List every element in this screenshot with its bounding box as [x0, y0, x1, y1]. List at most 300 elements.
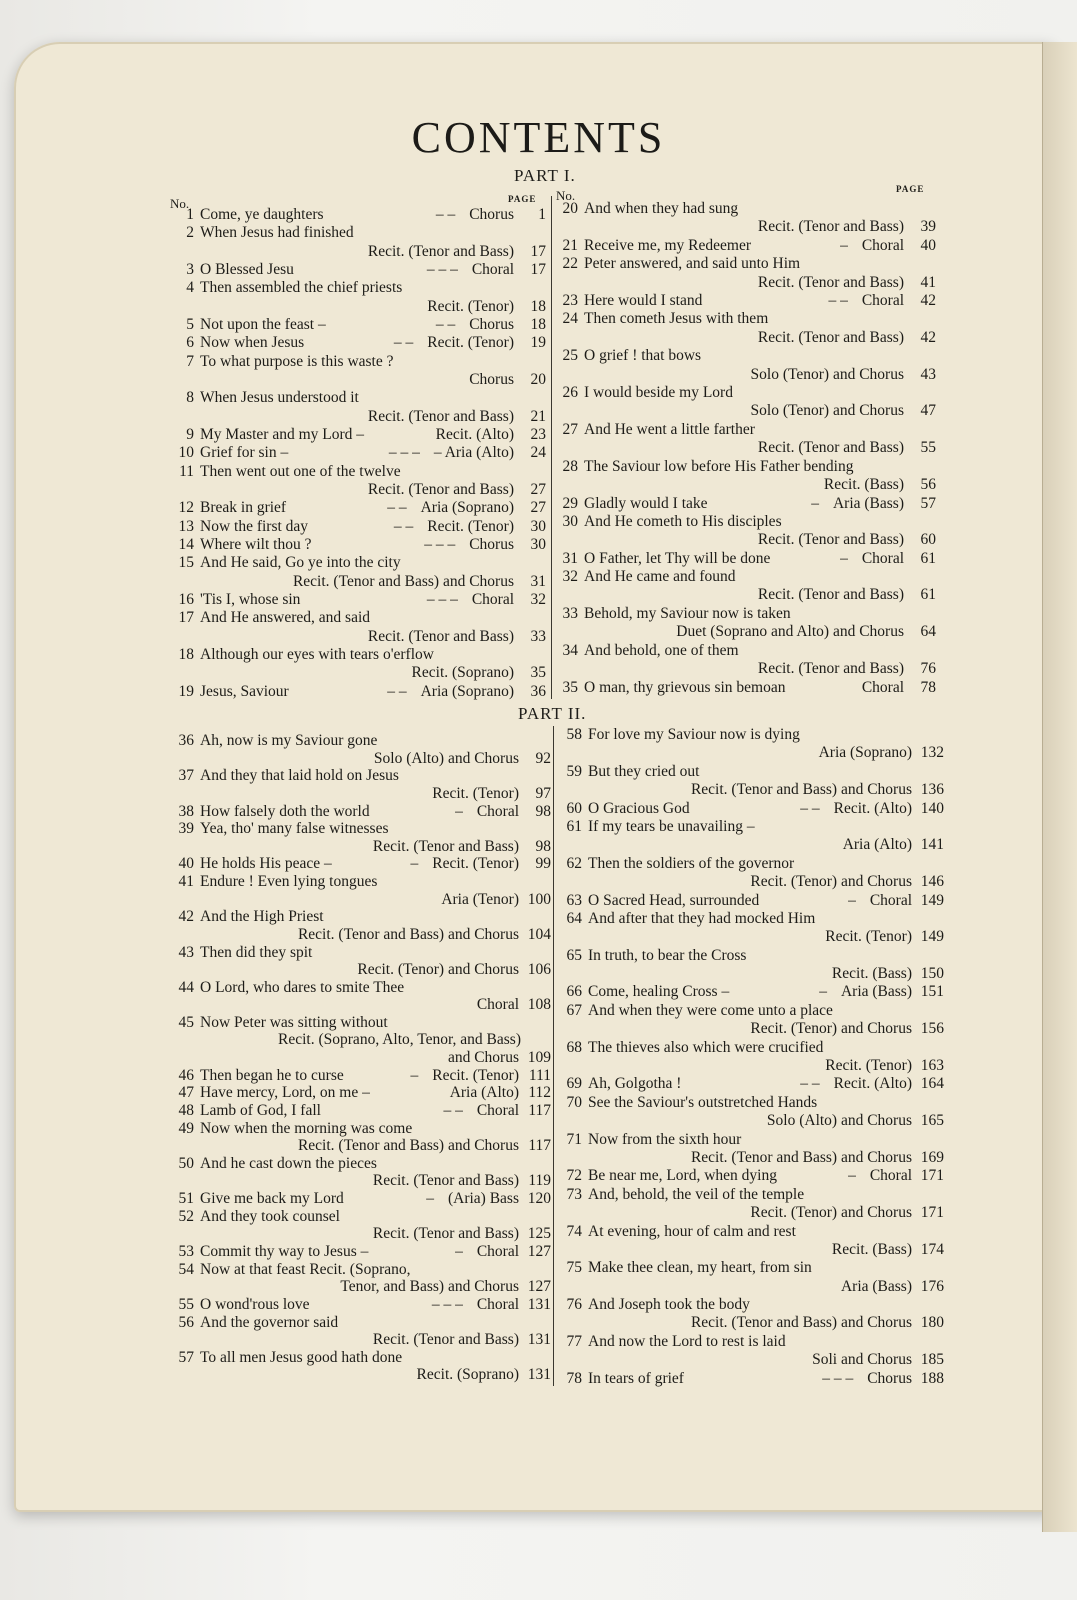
voice-type: Tenor, and Bass) and Chorus — [340, 1278, 519, 1296]
contents-entry — [556, 383, 936, 420]
contents-entry — [556, 678, 936, 696]
entry-number: 39 — [178, 820, 194, 838]
page-number: 132 — [920, 744, 944, 762]
voice-type: Aria (Alto) — [842, 836, 912, 854]
voice-type: Solo (Tenor) and Chorus — [750, 365, 904, 383]
voice-type: Aria (Tenor) — [441, 890, 519, 908]
page-number: 99 — [535, 855, 551, 873]
page-number: 125 — [527, 1225, 551, 1243]
voice-type: Recit. (Tenor and Bass) and Chorus — [690, 1148, 912, 1166]
voice-type: Recit. (Bass) — [823, 476, 904, 494]
contents-entry — [172, 1154, 551, 1189]
entry-detail — [751, 365, 936, 384]
voice-type: Solo (Tenor) and Chorus — [750, 402, 904, 420]
entry-title: Ah, now is my Saviour gone — [200, 732, 378, 749]
contents-entry — [560, 799, 944, 817]
voice-type: Recit. (Tenor and Bass) and Chorus — [297, 925, 519, 943]
entry-title: And now the Lord to rest is laid — [588, 1332, 786, 1350]
entry-detail — [469, 370, 546, 389]
entry-detail — [822, 1369, 944, 1388]
contents-entry — [556, 641, 936, 678]
leader-dashes: – – — [435, 316, 456, 333]
entry-number: 64 — [566, 909, 582, 927]
entry-detail — [758, 438, 936, 457]
voice-type: Recit. (Tenor and Bass) — [372, 1331, 519, 1349]
leader-dashes: – – — [800, 1075, 820, 1093]
entry-number: 20 — [562, 200, 578, 217]
voice-type: Recit. (Tenor) — [427, 297, 514, 315]
voice-type: Recit. (Tenor and Bass) — [757, 660, 904, 678]
voice-type-continued: and Chorus — [447, 1049, 519, 1067]
entry-detail — [278, 1030, 521, 1049]
entry-detail — [455, 1242, 551, 1261]
entry-number: 10 — [178, 444, 194, 462]
contents-entry — [172, 443, 546, 461]
entry-detail — [374, 749, 551, 768]
entry-number: 8 — [186, 389, 194, 407]
entry-title: And He answered, and said — [200, 609, 371, 627]
entry-number: 16 — [178, 591, 194, 608]
entry-title: The Saviour low before His Father bending — [584, 457, 854, 475]
entry-number: 28 — [562, 457, 578, 475]
entry-number: 36 — [178, 732, 194, 749]
entry-detail — [691, 780, 944, 799]
voice-type: Chorus — [469, 536, 514, 553]
voice-type: Recit. (Tenor and Bass) — [757, 328, 904, 346]
entry-title: Have mercy, Lord, on me – — [200, 1084, 370, 1102]
page-number: 117 — [528, 1137, 551, 1155]
entry-detail — [436, 205, 546, 224]
entry-number: 21 — [562, 236, 578, 254]
entry-number: 18 — [178, 646, 194, 663]
entry-title: And he cast down the pieces — [200, 1154, 377, 1172]
leader-dashes: – — [455, 802, 463, 820]
entry-number: 50 — [178, 1154, 194, 1172]
page-number: 17 — [530, 261, 546, 278]
leader-dashes: – – – — [426, 261, 458, 278]
entry-title: Make thee clean, my heart, from sin — [588, 1259, 812, 1277]
entry-title: And, behold, the veil of the temple — [588, 1185, 805, 1203]
page-number: 18 — [530, 316, 546, 333]
page-number: 20 — [530, 370, 546, 388]
page-number: 104 — [527, 925, 551, 943]
entry-detail — [848, 891, 944, 910]
entry-detail — [412, 663, 546, 682]
contents-entry — [172, 260, 546, 278]
entry-detail — [750, 872, 944, 891]
contents-entry — [556, 420, 936, 457]
page-number: 140 — [920, 799, 944, 817]
entry-detail — [824, 475, 936, 494]
entry-detail — [427, 260, 546, 279]
entry-number: 3 — [186, 261, 194, 278]
entry-number: 65 — [566, 946, 582, 964]
voice-type: Solo (Alto) and Chorus — [373, 749, 519, 767]
contents-entry — [172, 498, 546, 516]
entry-number: 70 — [566, 1093, 582, 1111]
leader-dashes: – – — [393, 517, 414, 535]
page-number: 40 — [920, 236, 936, 254]
entry-number: 2 — [186, 224, 194, 242]
entry-number: 45 — [178, 1013, 194, 1031]
voice-type: Chorus — [469, 206, 514, 223]
contents-entry — [172, 802, 551, 820]
voice-type: Choral — [869, 891, 912, 909]
page-number: 119 — [528, 1172, 551, 1190]
entry-title: And He came and found — [584, 568, 736, 586]
entry-detail — [840, 549, 936, 568]
entry-detail — [800, 1074, 944, 1093]
part-1-heading: PART I. — [514, 166, 576, 185]
voice-type: Solo (Alto) and Chorus — [766, 1112, 912, 1130]
voice-type: Recit. (Tenor and Bass) and Chorus — [292, 572, 514, 590]
contents-entry — [172, 872, 551, 907]
entry-detail — [758, 328, 936, 347]
contents-entry — [172, 333, 546, 351]
leader-dashes: – – — [443, 1102, 463, 1120]
entry-detail — [767, 1111, 944, 1130]
page-number: 47 — [920, 402, 936, 420]
entry-title: Come, healing Cross – — [588, 983, 730, 1001]
voice-type: Recit. (Tenor and Bass) — [757, 439, 904, 457]
entry-number: 52 — [178, 1207, 194, 1225]
entry-number: 72 — [566, 1167, 582, 1185]
contents-entry — [172, 819, 551, 854]
page-number: 176 — [920, 1277, 944, 1295]
voice-type: Choral — [471, 261, 514, 278]
contents-entry — [172, 462, 546, 499]
entry-number: 24 — [562, 310, 578, 328]
entry-title: And when they were come unto a place — [588, 1001, 833, 1019]
voice-type: Recit. (Tenor) — [432, 1066, 519, 1084]
voice-type: Choral — [861, 549, 904, 567]
voice-type: Choral — [861, 236, 904, 254]
page-number: 106 — [527, 961, 551, 979]
entry-detail — [758, 530, 936, 549]
contents-entry — [560, 1001, 944, 1038]
entry-title: O man, thy grievous sin bemoan — [584, 678, 786, 696]
page-number: 131 — [527, 1331, 551, 1349]
page-number: 174 — [920, 1240, 944, 1258]
entry-title: When Jesus had finished — [200, 224, 354, 242]
page-number: 185 — [920, 1351, 944, 1369]
entry-number: 60 — [566, 799, 582, 817]
voice-type: Recit. (Tenor) and Chorus — [750, 1204, 912, 1222]
page-number: 156 — [920, 1020, 944, 1038]
part-1-column-divider — [551, 196, 552, 699]
contents-entry — [172, 907, 551, 942]
entry-number: 71 — [566, 1130, 582, 1148]
page-number: 180 — [920, 1314, 944, 1332]
voice-type: Recit. (Tenor) — [432, 784, 519, 802]
entry-title: Now at that feast Recit. (Soprano, — [200, 1260, 411, 1278]
page-number: 92 — [535, 749, 551, 767]
page-number: 17 — [530, 242, 546, 260]
entry-title: And they took counsel — [200, 1207, 340, 1225]
entry-detail — [432, 784, 551, 803]
entry-number: 54 — [178, 1260, 194, 1278]
page-number: 188 — [920, 1369, 944, 1387]
entry-title: And He cometh to His disciples — [584, 512, 782, 530]
voice-type: Recit. (Tenor) — [825, 1056, 912, 1074]
entry-number: 23 — [562, 292, 578, 309]
entry-detail — [427, 297, 546, 316]
contents-entry — [560, 1130, 944, 1167]
entry-detail — [843, 835, 944, 854]
page-number: 109 — [527, 1049, 551, 1067]
entry-title: Lamb of God, I fall — [200, 1102, 321, 1120]
entry-number: 41 — [178, 873, 194, 890]
contents-entry — [172, 315, 546, 333]
entry-detail — [427, 590, 546, 609]
entry-detail — [840, 236, 936, 255]
leader-dashes: – – – — [426, 591, 458, 608]
leader-dashes: – — [811, 494, 819, 512]
leader-dashes: – — [848, 1167, 856, 1185]
contents-entry — [172, 1207, 551, 1242]
page-number: 117 — [528, 1102, 551, 1120]
entry-title: O Blessed Jesu — [200, 261, 294, 278]
entry-detail — [441, 890, 551, 909]
entry-detail — [750, 1019, 944, 1038]
entry-detail — [373, 1224, 551, 1243]
entry-title: Commit thy way to Jesus – — [200, 1243, 369, 1260]
leader-dashes: – – — [800, 799, 820, 817]
entry-title: And the High Priest — [200, 908, 324, 926]
voice-type: Aria (Bass) — [840, 1277, 912, 1295]
entry-title: See the Saviour's outstretched Hands — [588, 1093, 818, 1111]
entry-number: 12 — [178, 499, 194, 517]
voice-type: Recit. (Tenor and Bass) and Chorus — [690, 1314, 912, 1332]
contents-entry — [172, 682, 546, 700]
entry-number: 43 — [178, 943, 194, 961]
entry-detail — [340, 1277, 551, 1296]
entry-detail — [417, 1365, 551, 1384]
leader-dashes: – — [410, 855, 419, 873]
voice-type: Recit. (Tenor) — [432, 855, 519, 873]
contents-entry — [172, 1066, 551, 1084]
leader-dashes: – – — [393, 334, 414, 352]
entry-detail — [848, 1166, 944, 1185]
page-number: 32 — [530, 591, 546, 608]
entry-detail — [411, 854, 551, 873]
page-number: 76 — [920, 660, 936, 678]
entry-number: 14 — [178, 536, 194, 553]
contents-entry — [560, 1093, 944, 1130]
page-number: 149 — [920, 891, 944, 909]
entry-number: 56 — [178, 1313, 194, 1331]
entry-detail — [394, 517, 546, 536]
entry-number: 6 — [186, 334, 194, 352]
entry-title: Not upon the feast – — [200, 316, 326, 333]
entry-number: 1 — [186, 206, 194, 223]
contents-entry — [556, 291, 936, 309]
entry-number: 9 — [186, 426, 194, 443]
entry-title: And Joseph took the body — [588, 1296, 750, 1314]
page-number: 18 — [530, 297, 546, 315]
entry-detail — [862, 678, 936, 697]
contents-entry — [172, 535, 546, 553]
entry-title: O grief ! that bows — [584, 347, 702, 365]
entry-detail — [841, 1277, 944, 1296]
page-number: 30 — [530, 536, 546, 553]
entry-detail — [373, 1171, 551, 1190]
entry-number: 42 — [178, 908, 194, 926]
leader-dashes: – – – — [388, 444, 420, 462]
entry-title: But they cried out — [588, 762, 700, 780]
contents-entry — [560, 909, 944, 946]
voice-type: Recit. (Tenor and Bass) — [367, 480, 514, 498]
entry-detail — [387, 682, 546, 701]
voice-type: Recit. (Tenor) — [427, 334, 514, 352]
entry-number: 78 — [566, 1369, 582, 1387]
page-number: 98 — [535, 802, 551, 820]
entry-number: 5 — [186, 316, 194, 333]
leader-dashes: – – — [387, 682, 407, 700]
contents-entry — [560, 1332, 944, 1369]
entry-title: How falsely doth the world — [200, 802, 370, 820]
entry-title: O Sacred Head, surrounded — [588, 891, 760, 909]
page-number: 136 — [920, 781, 944, 799]
voice-type: Recit. (Tenor and Bass) — [367, 627, 514, 645]
voice-type: Recit. (Soprano, Alto, Tenor, and Bass) — [278, 1031, 521, 1049]
voice-type: (Aria) Bass — [447, 1190, 519, 1208]
contents-entry — [560, 725, 944, 762]
entry-title: Peter answered, and said unto Him — [584, 255, 801, 273]
entry-detail — [691, 1313, 944, 1332]
page-number: 127 — [527, 1278, 551, 1296]
page-number: 171 — [920, 1167, 944, 1185]
entry-number: 75 — [566, 1259, 582, 1277]
contents-entry — [172, 1013, 551, 1066]
entry-title: And He said, Go ye into the city — [200, 554, 401, 572]
entry-number: 35 — [562, 678, 578, 696]
entry-title: O Gracious God — [588, 799, 690, 817]
entry-title: Now Peter was sitting without — [200, 1013, 388, 1031]
contents-entry — [560, 762, 944, 799]
entry-title: Here would I stand — [584, 292, 703, 309]
voice-type: Choral — [869, 1167, 912, 1185]
contents-entry — [172, 517, 546, 535]
leader-dashes: – — [848, 891, 856, 909]
page-number: 108 — [527, 996, 551, 1014]
page-number: 141 — [920, 836, 944, 854]
contents-entry — [172, 1189, 551, 1207]
contents-entry — [556, 604, 936, 641]
voice-type: Recit. (Alto) — [833, 799, 912, 817]
entry-number: 53 — [178, 1243, 194, 1260]
entry-title: Now when the morning was come — [200, 1119, 413, 1137]
page-number: 171 — [920, 1204, 944, 1222]
entry-detail — [819, 743, 944, 762]
page-number: 149 — [920, 928, 944, 946]
page-number: 39 — [920, 218, 936, 236]
contents-entry — [172, 854, 551, 872]
contents-entry — [560, 817, 944, 854]
entry-number: 13 — [178, 517, 194, 535]
voice-type: Duet (Soprano and Alto) and Chorus — [676, 623, 904, 641]
voice-type: Aria (Bass) — [832, 494, 904, 512]
voice-type: Aria (Soprano) — [420, 499, 514, 517]
entry-title: Gladly would I take — [584, 494, 708, 512]
entry-number: 32 — [562, 568, 578, 586]
contents-entry — [556, 346, 936, 383]
contents-entry — [172, 1119, 551, 1154]
entry-title: And they that laid hold on Jesus — [200, 767, 399, 785]
voice-type: Recit. (Tenor and Bass) — [372, 837, 519, 855]
page-number: 27 — [530, 480, 546, 498]
entry-number: 61 — [566, 817, 582, 835]
contents-entry — [172, 1260, 551, 1295]
voice-type: Recit. (Tenor) — [825, 928, 912, 946]
voice-type: Recit. (Alto) — [833, 1075, 912, 1093]
entry-detail — [298, 925, 551, 944]
entry-number: 66 — [566, 983, 582, 1001]
entry-number: 62 — [566, 854, 582, 872]
entry-number: 40 — [178, 855, 194, 873]
entry-title: Break in grief — [200, 499, 287, 517]
page-number: 111 — [528, 1066, 551, 1084]
entry-detail — [426, 1189, 551, 1208]
entry-title: When Jesus understood it — [200, 389, 359, 407]
part-2-heading: PART II. — [518, 704, 587, 723]
contents-entry — [172, 1083, 551, 1101]
entry-detail — [411, 1066, 551, 1085]
contents-entry — [172, 608, 546, 645]
entry-number: 76 — [566, 1296, 582, 1314]
contents-entry — [172, 1242, 551, 1260]
page-number: 131 — [527, 1366, 551, 1384]
contents-entry — [560, 891, 944, 909]
page-number: 97 — [535, 784, 551, 802]
voice-type: Recit. (Soprano) — [411, 664, 514, 682]
entry-detail — [800, 799, 944, 818]
entry-title: My Master and my Lord – — [200, 426, 365, 443]
entry-number: 68 — [566, 1038, 582, 1056]
left-page-label: PAGE — [508, 194, 537, 204]
entry-detail — [424, 535, 546, 554]
right-no-label: No. — [556, 188, 576, 203]
contents-entry — [172, 943, 551, 978]
entry-detail — [832, 964, 944, 983]
page-number: 21 — [530, 407, 546, 425]
contents-entry — [560, 1258, 944, 1295]
entry-title: Then the soldiers of the governor — [588, 854, 795, 872]
entry-title: Be near me, Lord, when dying — [588, 1167, 777, 1185]
entry-detail — [758, 659, 936, 678]
contents-entry — [172, 978, 551, 1013]
entry-number: 15 — [178, 554, 194, 572]
voice-type: Choral — [861, 678, 904, 696]
entry-title: Then did they spit — [200, 943, 313, 961]
contents-entry — [172, 766, 551, 801]
entry-detail — [368, 480, 546, 499]
page-number: 57 — [920, 494, 936, 512]
part-2-column-divider — [553, 726, 554, 1386]
entry-detail — [750, 1203, 944, 1222]
page-number: 42 — [920, 292, 936, 309]
voice-type: Recit. (Tenor and Bass) — [757, 218, 904, 236]
voice-type: Recit. (Tenor and Bass) and Chorus — [690, 781, 912, 799]
entry-detail — [436, 425, 546, 444]
contents-entry — [560, 1295, 944, 1332]
contents-entry — [172, 205, 546, 223]
page-number: 165 — [920, 1112, 944, 1130]
page-number: 98 — [535, 837, 551, 855]
entry-detail — [811, 494, 936, 513]
leader-dashes: – — [410, 1066, 419, 1084]
contents-entry — [560, 1074, 944, 1092]
